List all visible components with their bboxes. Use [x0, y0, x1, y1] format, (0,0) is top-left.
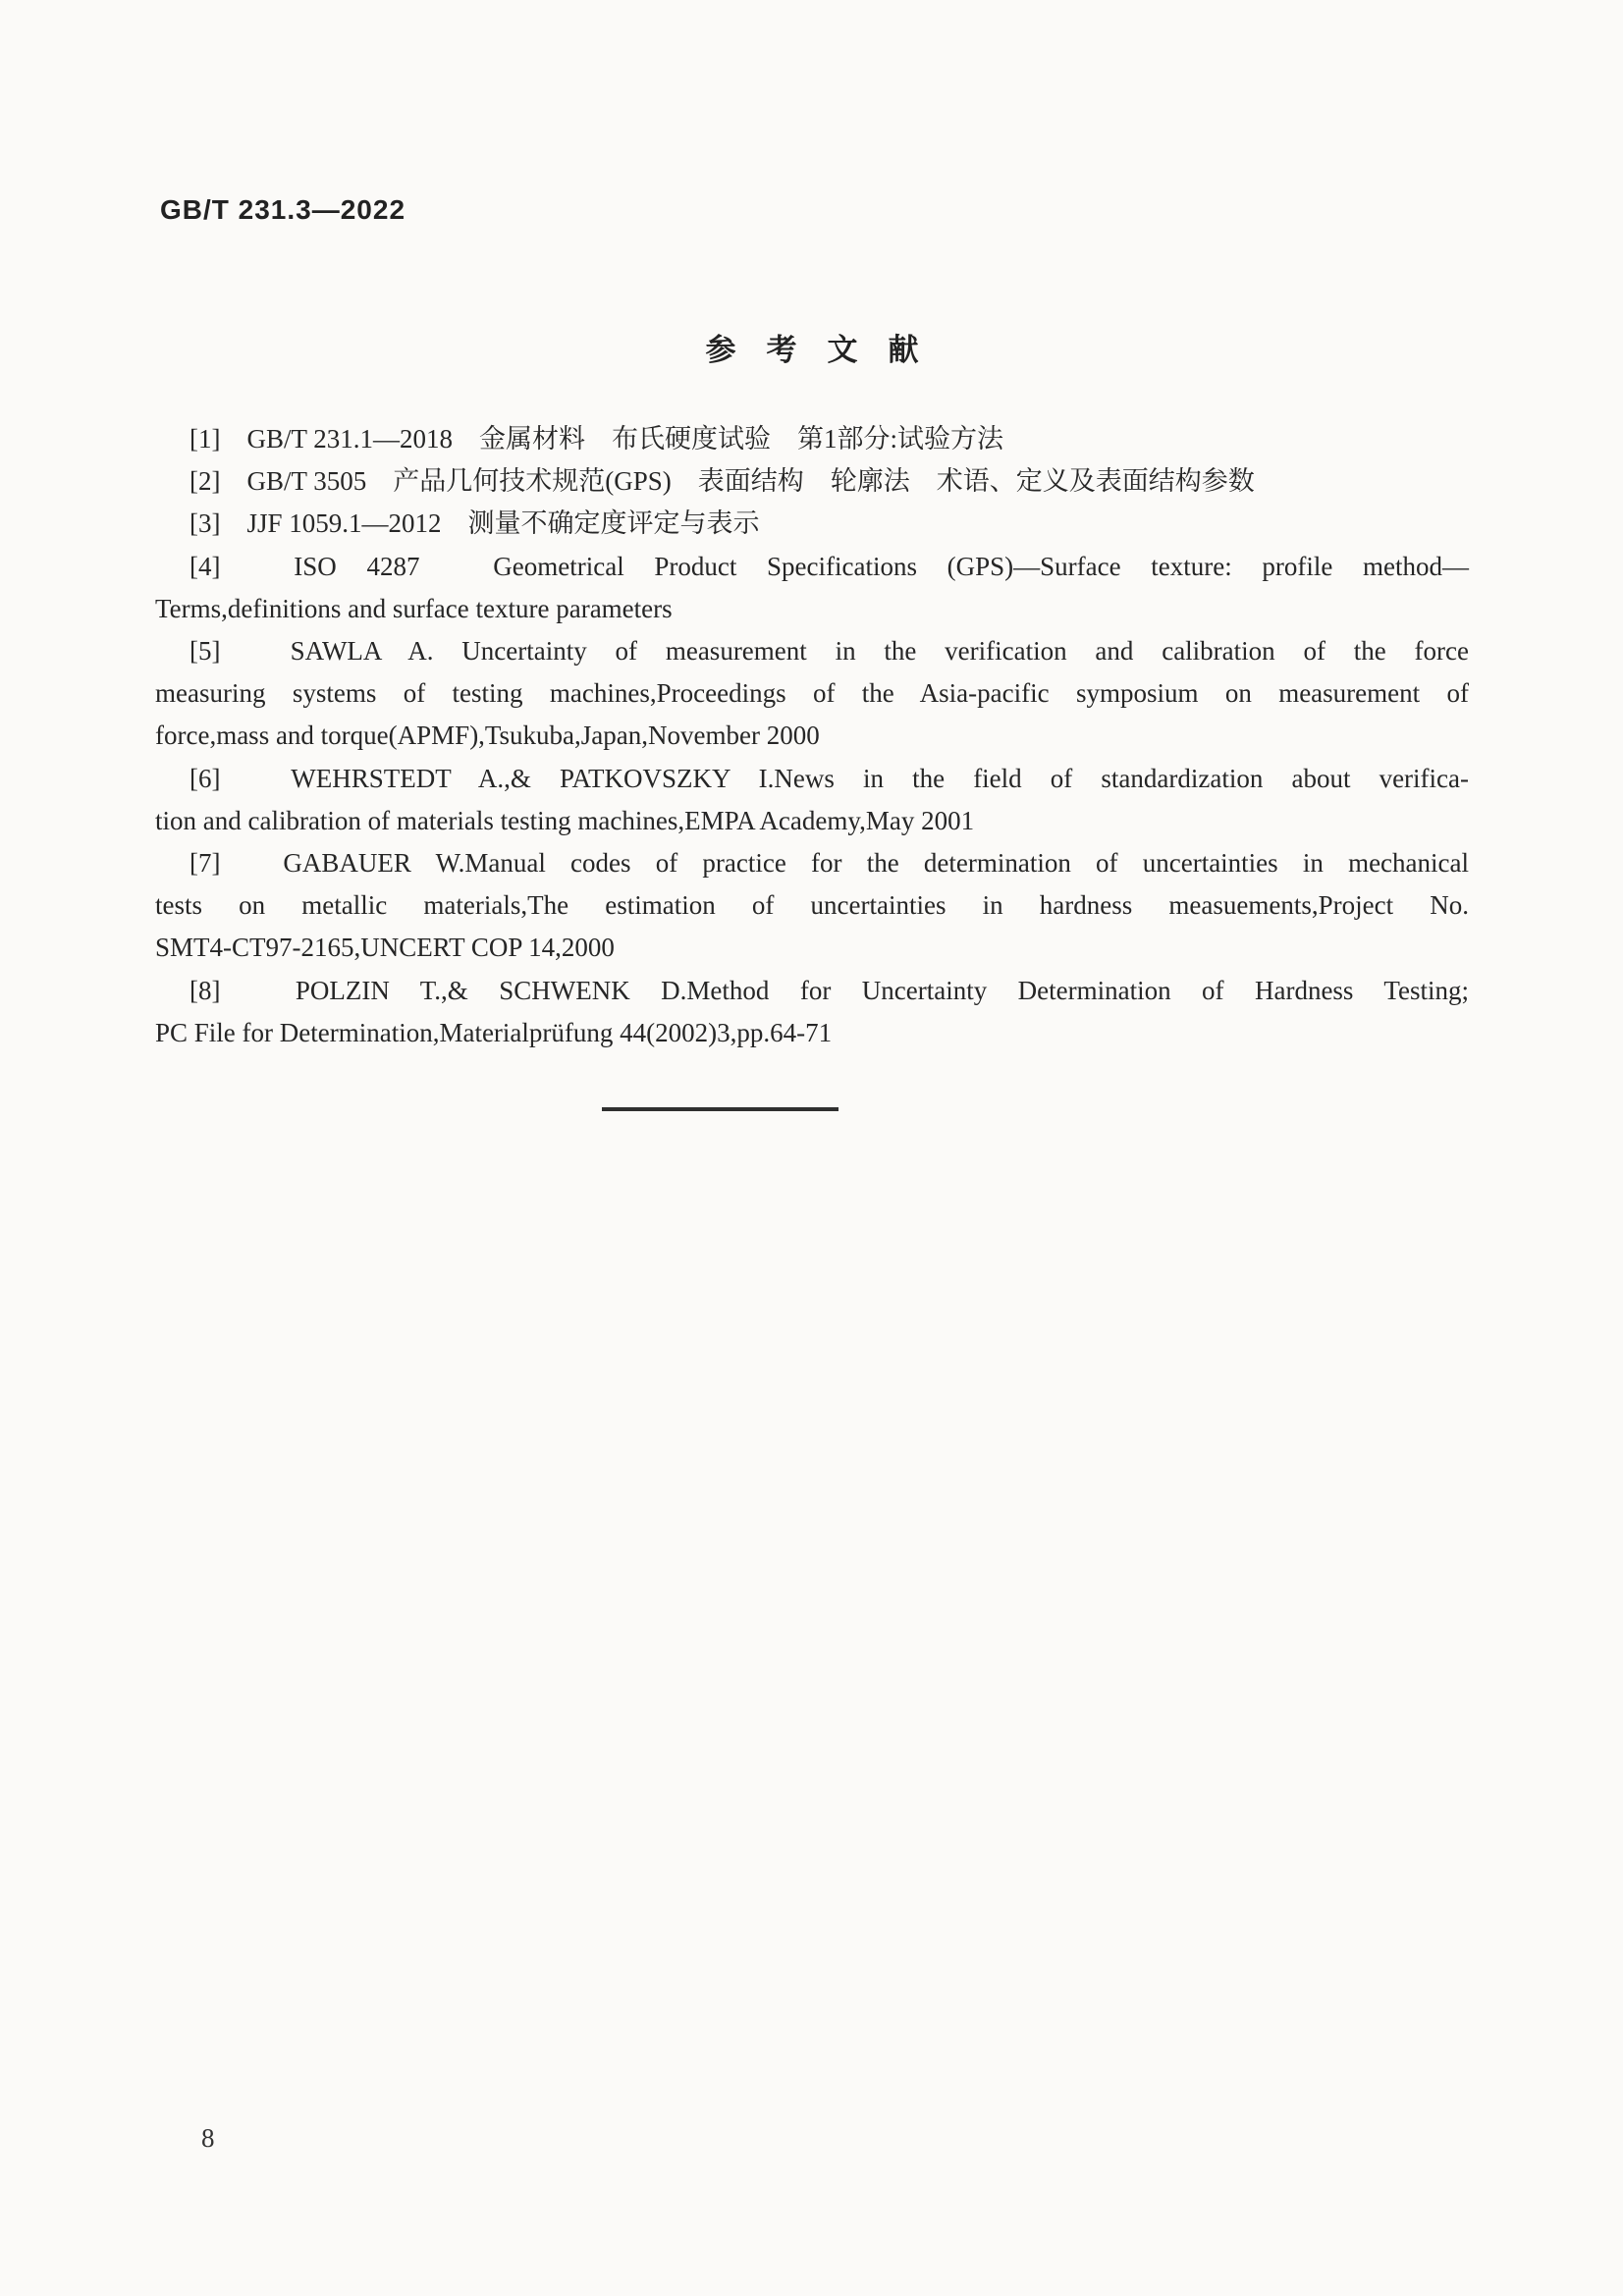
- reference-line: measuring systems of testing machines,Proceedings of the Asia-pacific symposium on measurement of: [155, 678, 1469, 709]
- page-title: 参 考 文 献: [705, 333, 919, 367]
- reference-line: [6] WEHRSTEDT A.,& PATKOVSZKY I.News in the field of standardization about verifica-: [189, 763, 1469, 793]
- reference-line: tests on metallic materials,The estimation of uncertainties in hardness measuements,Project No.: [155, 890, 1469, 921]
- reference-item: [155, 842, 1469, 970]
- reference-line: Terms,definitions and surface texture parameters: [155, 593, 673, 623]
- reference-line: [8] POLZIN T.,& SCHWENK D.Method for Uncertainty Determination of Hardness Testing;: [189, 975, 1469, 1005]
- reference-item: [155, 758, 1469, 842]
- reference-line: [3] JJF 1059.1—2012 测量不确定度评定与表示: [189, 508, 760, 539]
- reference-item: [155, 546, 1469, 630]
- reference-line: [4] ISO 4287 Geometrical Product Specifications (GPS)—Surface texture: profile method—: [189, 551, 1469, 581]
- reference-line: SMT4-CT97-2165,UNCERT COP 14,2000: [155, 933, 615, 963]
- reference-line: [7] GABAUER W.Manual codes of practice for the determination of uncertainties in mechanical: [189, 848, 1469, 879]
- section-end-rule: [602, 1107, 839, 1111]
- reference-line: PC File for Determination,Materialprüfung 44(2002)3,pp.64-71: [155, 1017, 833, 1047]
- reference-line: tion and calibration of materials testing machines,EMPA Academy,May 2001: [155, 805, 975, 835]
- reference-item: [155, 970, 1469, 1054]
- page-number: 8: [201, 2123, 215, 2153]
- reference-list: [155, 418, 1469, 1054]
- reference-item: [155, 630, 1469, 758]
- reference-line: [5] SAWLA A. Uncertainty of measurement in the verification and calibration of the force: [189, 636, 1469, 667]
- reference-item: [155, 418, 1469, 460]
- reference-item: [155, 460, 1469, 503]
- reference-line: force,mass and torque(APMF),Tsukuba,Japan,November 2000: [155, 721, 820, 751]
- reference-line: [1] GB/T 231.1—2018 金属材料 布氏硬度试验 第1部分:试验方法: [189, 424, 1003, 454]
- standard-number-header: GB/T 231.3—2022: [160, 194, 406, 225]
- reference-line: [2] GB/T 3505 产品几何技术规范(GPS) 表面结构 轮廓法 术语、定义及表面结构参数: [189, 466, 1255, 497]
- reference-item: [155, 503, 1469, 545]
